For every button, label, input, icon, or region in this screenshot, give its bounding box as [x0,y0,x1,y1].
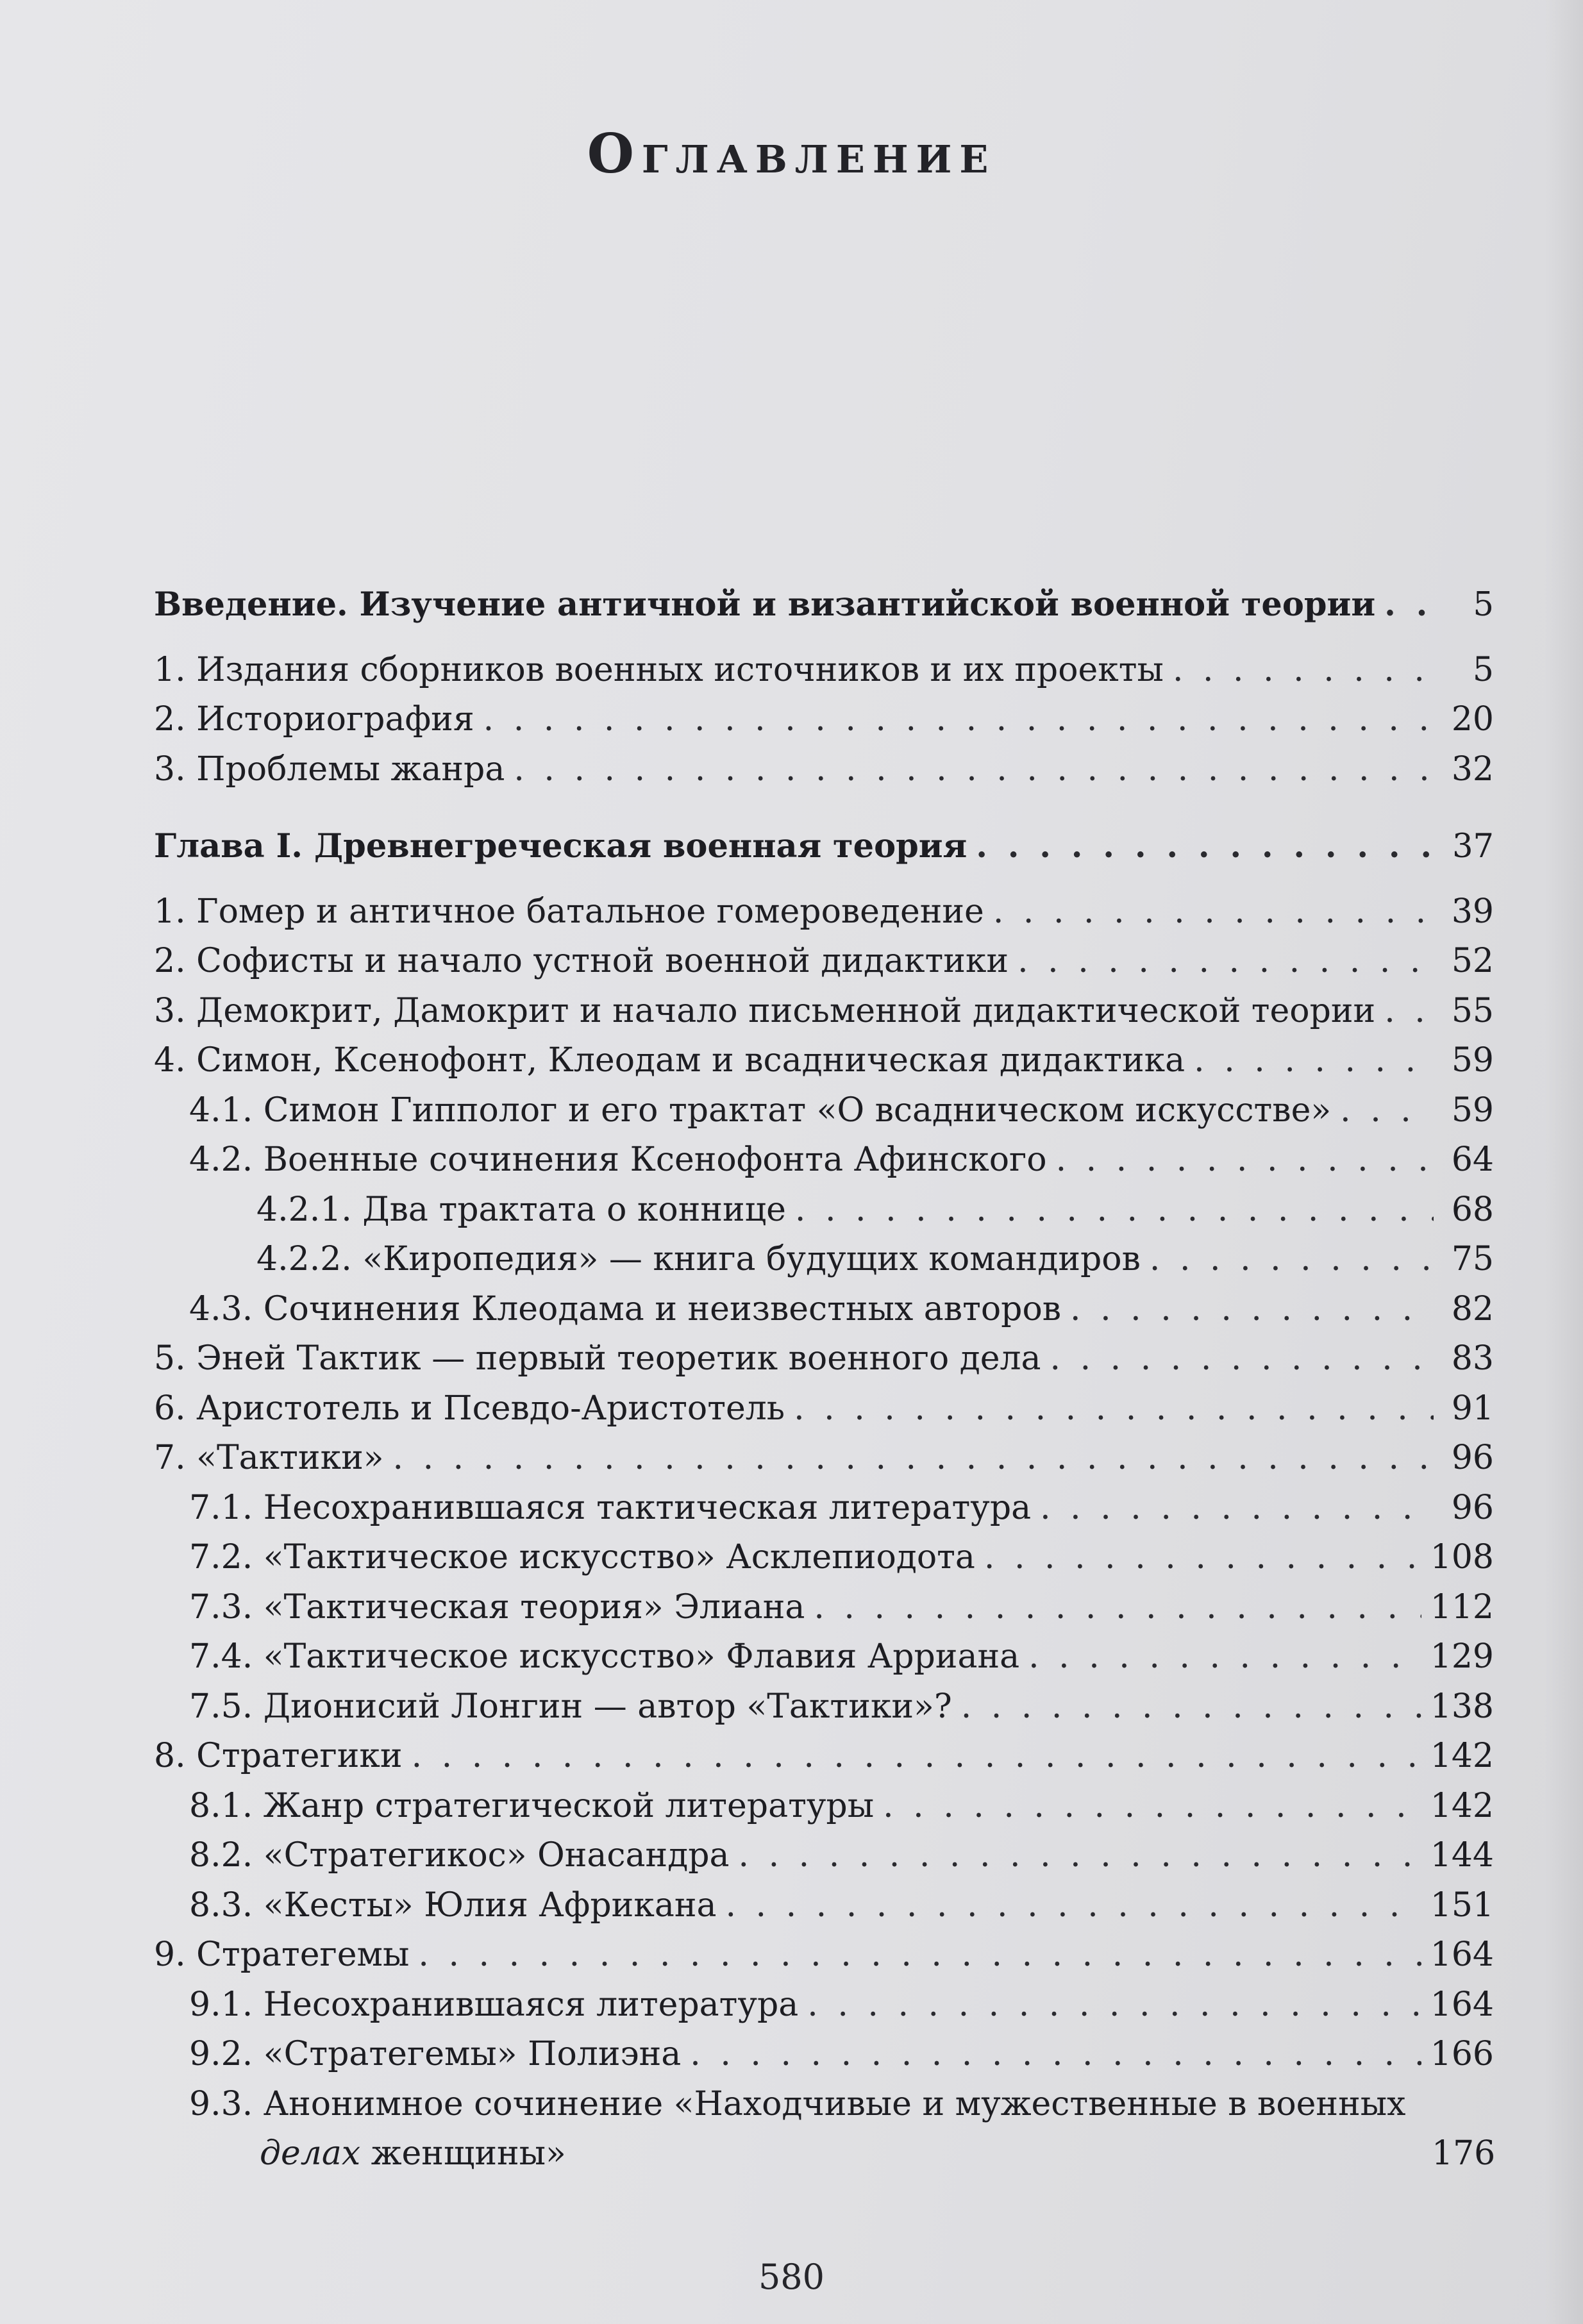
toc-entry-title: 1. Издания сборников военных источников и их проекты [154,650,1164,689]
toc-entry [154,1732,1494,1782]
toc-page-number: 142 [1430,1786,1494,1825]
dot-leader [514,745,1434,795]
toc-subentry [154,1632,1494,1682]
toc-entry [154,1384,1494,1434]
dot-leader [1194,1036,1434,1086]
dot-leader [984,1533,1421,1583]
dot-leader [725,1881,1421,1931]
toc-entry [154,987,1494,1037]
toc-entry-title: 6. Аристотель и Псевдо-Аристотель [154,1389,785,1428]
dot-leader [483,695,1434,745]
toc-page-number: 59 [1451,1041,1494,1080]
dot-leader [1340,1086,1434,1136]
toc-page-number: 144 [1430,1836,1494,1875]
toc-page-number: 5 [1473,586,1494,624]
page-number: 580 [758,2257,825,2297]
toc-subentry [154,1285,1494,1335]
toc-entry-title: 9.1. Несохранившаяся литература [189,1985,799,2024]
toc-subentry [154,1831,1494,1881]
toc-entry-title: 2. Софисты и начало устной военной дидактики [154,942,1009,980]
dot-leader [961,1682,1421,1732]
toc-page-number: 151 [1430,1885,1494,1925]
toc-page-number: 52 [1451,942,1494,980]
toc-subentry [154,1086,1494,1136]
toc-entry-title: 4. Симон, Ксенофонт, Клеодам и всадническая дидактика [154,1041,1185,1080]
dot-leader [1384,987,1434,1037]
dot-leader [814,1583,1421,1633]
toc-subentry [154,1682,1494,1732]
toc-entry-title-line1: 9.3. Анонимное сочинение «Находчивые и мужественные в военных [189,2084,1406,2123]
toc-entry [154,745,1494,795]
toc-entry-title: 8.2. «Стратегикос» Онасандра [189,1836,730,1875]
toc-entry-title-line2 [189,2134,566,2173]
dot-leader [883,1782,1421,1832]
toc-page-number: 83 [1451,1339,1494,1378]
toc-subentry-multiline [154,2080,1494,2179]
toc-entry [154,1334,1494,1384]
dot-leader [1018,937,1434,987]
toc-entry [154,1434,1494,1484]
toc-subentry [154,1782,1494,1832]
dot-leader [993,887,1434,937]
dot-leader [976,822,1434,872]
toc-page-number: 142 [1430,1737,1494,1775]
toc-page-number: 37 [1452,828,1494,865]
toc-entry-title: 8.1. Жанр стратегической литературы [189,1786,875,1825]
dot-leader [807,1980,1421,2030]
dot-leader [794,1384,1434,1434]
dot-leader [1150,1235,1434,1285]
toc-subentry [154,1484,1494,1534]
toc-page-number: 96 [1451,1488,1494,1527]
toc-entry-title: 7.1. Несохранившаяся тактическая литература [189,1488,1032,1527]
toc-entry-title: 2. Историография [154,700,474,739]
toc-page-number: 108 [1430,1538,1494,1576]
toc-page-number: 64 [1451,1141,1494,1179]
toc-page-number: 32 [1451,749,1494,789]
toc-entry-title: 4.2. Военные сочинения Ксенофонта Афинского [189,1141,1047,1179]
dot-leader [739,1831,1421,1881]
toc-entry-title: 7. «Тактики» [154,1439,384,1477]
dot-leader [1028,1632,1421,1682]
toc-entry-title: 4.3. Сочинения Клеодама и неизвестных авторов [189,1289,1062,1328]
toc-subentry [154,1135,1494,1185]
toc-subentry [154,1881,1494,1931]
dot-leader [418,1930,1421,1980]
toc-page-number: 75 [1451,1240,1494,1278]
toc-page-number: 68 [1451,1190,1494,1229]
table-of-contents [154,580,1494,2179]
toc-entry-title: 4.2.2. «Киропедия» — книга будущих командиров [256,1240,1141,1278]
dot-leader [1040,1484,1434,1534]
toc-entry-title: 9.2. «Стратегемы» Полиэна [189,2035,682,2073]
toc-entry [154,1036,1494,1086]
toc-page-number: 129 [1430,1637,1494,1676]
dot-leader [1050,1334,1434,1384]
toc-entry [154,695,1494,745]
dot-leader [1173,646,1434,696]
dot-leader [412,1732,1421,1782]
toc-entry-title: Введение. Изучение античной и византийской военной теории [154,585,1376,624]
toc-entry [154,937,1494,987]
toc-entry [154,1930,1494,1980]
toc-entry-title: 1. Гомер и античное батальное гомероведение [154,892,984,931]
toc-entry [154,646,1494,696]
dot-leader [1056,1135,1434,1185]
toc-entry-chapter-1 [154,822,1494,872]
toc-entry-title: 8. Стратегики [154,1737,403,1775]
dot-leader [795,1185,1434,1235]
toc-page-number: 176 [1432,2134,1496,2173]
toc-entry-title-italic: делах [260,2134,361,2173]
toc-page-number: 164 [1430,1935,1494,1974]
toc-page-number: 138 [1430,1687,1494,1726]
toc-page-number: 20 [1451,700,1494,739]
toc-entry [154,887,1494,937]
toc-entry-title [189,2080,1414,2179]
toc-page-number: 166 [1430,2035,1494,2073]
toc-entry-title: 4.1. Симон Гипполог и его трактат «О всадническом искусстве» [189,1091,1332,1130]
toc-entry-introduction [154,580,1494,630]
dot-leader [1384,580,1434,630]
toc-entry-title: 4.2.1. Два трактата о коннице [256,1190,786,1229]
toc-page-number: 55 [1451,991,1494,1030]
toc-entry-title-rest: женщины» [360,2134,566,2173]
toc-entry-title: 3. Проблемы жанра [154,749,505,789]
dot-leader [393,1434,1434,1484]
toc-subsubentry [154,1235,1494,1285]
toc-page-number: 91 [1451,1389,1494,1428]
toc-entry-title: 5. Эней Тактик — первый теоретик военного дела [154,1339,1041,1378]
toc-page-number: 5 [1472,650,1494,689]
toc-entry-title: 3. Демокрит, Дамокрит и начало письменной дидактической теории [154,991,1376,1030]
dot-leader [690,2030,1421,2080]
toc-entry-title: 7.2. «Тактическое искусство» Асклепиодота [189,1538,975,1576]
toc-entry-title: 8.3. «Кесты» Юлия Африкана [189,1885,717,1925]
toc-subentry [154,1533,1494,1583]
page-title: Оглавление [587,122,996,185]
dot-leader [1070,1285,1434,1335]
toc-page-number: 39 [1451,892,1494,931]
toc-entry-title: 7.4. «Тактическое искусство» Флавия Арриана [189,1637,1020,1676]
toc-page-number: 59 [1451,1091,1494,1130]
toc-subentry [154,1980,1494,2030]
toc-entry-title: 9. Стратегемы [154,1935,410,1974]
toc-subentry [154,2030,1494,2080]
toc-page-number: 112 [1430,1587,1494,1626]
toc-subsubentry [154,1185,1494,1235]
toc-subentry [154,1583,1494,1633]
toc-page-number: 164 [1430,1985,1494,2024]
toc-entry-title: 7.3. «Тактическая теория» Элиана [189,1587,805,1626]
toc-entry-title: Глава I. Древнегреческая военная теория [154,827,967,865]
toc-page-number: 82 [1451,1289,1494,1328]
toc-page-number: 96 [1451,1439,1494,1477]
toc-entry-title: 7.5. Дионисий Лонгин — автор «Тактики»? [189,1687,952,1726]
